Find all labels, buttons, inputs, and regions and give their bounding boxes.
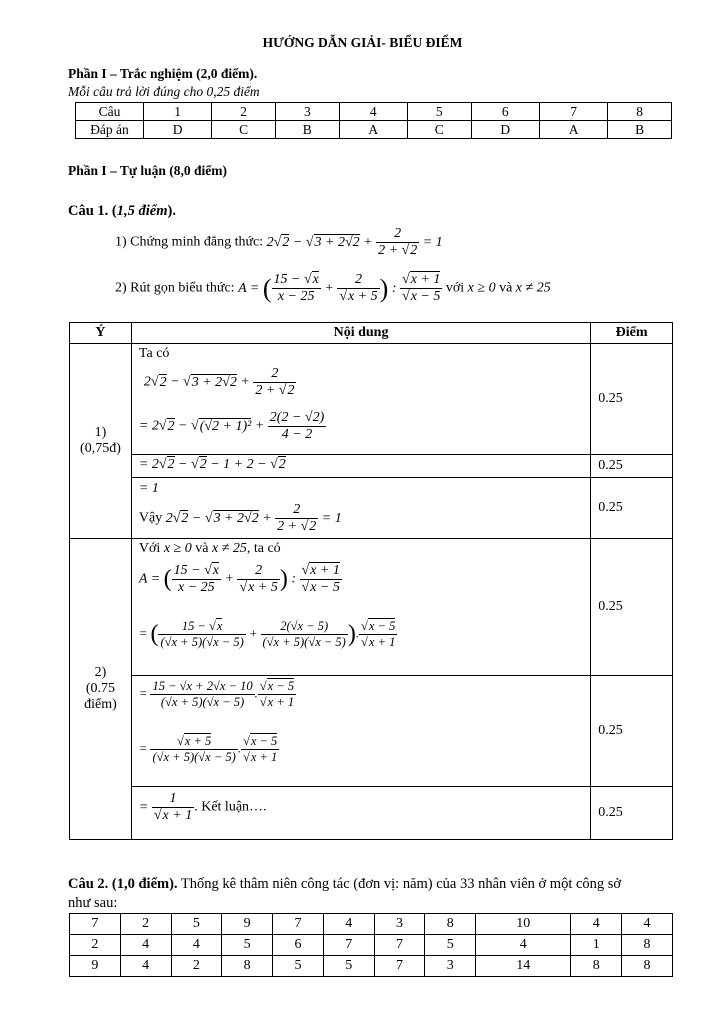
q1-item1-formula: 2√2 − √3 + 2√2 + $\frac{2}{2 + √2}$ = 1 (266, 226, 443, 258)
answer-table-question: 7 (539, 103, 607, 121)
answer-table-question: 6 (471, 103, 539, 121)
answer-table-answer: A (339, 121, 407, 139)
q1-item2-condition-and: và (499, 280, 513, 296)
part1-label-cell (70, 344, 132, 539)
part2-step3 (131, 787, 590, 840)
va-text: và (195, 541, 209, 556)
q1-heading-label: Câu 1. ( (68, 203, 117, 219)
stats-row (70, 914, 673, 935)
score-value: 0.25 (598, 458, 623, 473)
q1-heading (68, 203, 176, 220)
stats-table (69, 913, 673, 977)
p2-expr3: = $\frac{15 - √x + 2√x - 10}{(√x + 5)(√x - 5)}$ . $\frac{√x - 5}{√x + 1}$ (138, 679, 295, 709)
answer-table-answer: C (212, 121, 276, 139)
p2-expr4: = $\frac{√x + 5}{(√x + 5)(√x - 5)}$ . $\frac{√x - 5}{√x + 1}$ (138, 734, 278, 764)
stats-cell: 3 (374, 914, 425, 935)
q2-heading (68, 876, 621, 893)
part2-step1 (131, 539, 590, 676)
answer-table-answer: C (407, 121, 471, 139)
part1-heading: Phần I – Trắc nghiệm (2,0 điểm). (68, 66, 258, 81)
stats-cell: 4 (120, 956, 171, 977)
stats-cell: 6 (273, 935, 324, 956)
stats-cell: 2 (120, 914, 171, 935)
step2-expr: = 2√2 − √2 − 1 + 2 − √2 (138, 457, 286, 472)
col-header-y: Ý (70, 323, 132, 344)
stats-cell: 4 (622, 914, 673, 935)
score-value: 0.25 (598, 391, 623, 406)
q1-heading-points: 1,5 điểm (116, 203, 168, 219)
stats-cell: 4 (476, 935, 571, 956)
q2-heading-label: Câu 2. (1,0 điểm). (68, 876, 178, 892)
score-cell (591, 455, 673, 478)
part2-points-a: (0.75 (85, 681, 116, 696)
score-cell (591, 344, 673, 455)
stats-cell: 8 (622, 935, 673, 956)
stats-cell: 7 (374, 935, 425, 956)
ket-luan-text: . Kết luận…. (194, 799, 267, 815)
part1-label: 1) (94, 425, 107, 440)
answer-table (75, 102, 672, 139)
score-cell (591, 676, 673, 787)
voi-line: Với x ≥ 0 và x ≠ 25, ta có (138, 541, 281, 556)
col-header-content: Nội dung (131, 323, 590, 344)
step3-expr2: Vậy 2√2 − √3 + 2√2 + $\frac{2}{2 + √2}$ = 1 (138, 502, 342, 534)
stats-cell: 7 (323, 935, 374, 956)
score-cell (591, 478, 673, 539)
part1-points: (0,75đ) (80, 441, 121, 456)
part2-label: 2) (94, 665, 107, 680)
q1-item2-condition-prefix: với (445, 280, 465, 296)
stats-cell: 5 (273, 956, 324, 977)
stats-cell: 3 (425, 956, 476, 977)
stats-row (70, 935, 673, 956)
stats-cell: 5 (425, 935, 476, 956)
part2-heading: Phần I – Tự luận (8,0 điểm) (68, 163, 228, 178)
stats-cell: 5 (323, 956, 374, 977)
q1-item2 (115, 272, 551, 305)
step1-expr2: = 2√2 − √(√2 + 1)² + $\frac{2(2 - √2)}{4 - 2}$ (138, 410, 325, 442)
score-value: 0.25 (598, 599, 623, 614)
voi-text: Với (138, 541, 161, 556)
answer-table-question: 2 (212, 103, 276, 121)
stats-cell: 8 (222, 956, 273, 977)
stats-cell: 8 (425, 914, 476, 935)
score-value: 0.25 (598, 500, 623, 515)
q2-heading-cont: như sau: (68, 895, 118, 911)
p2-expr1: A = ( $\frac{15 - √x}{x - 25}$ + $\frac{2}{√x + 5}$ ) : $\frac{√x + 1}{√x - 5}$ (138, 563, 340, 595)
stats-cell: 5 (222, 935, 273, 956)
part2-points-b: điểm) (84, 697, 117, 712)
q1-item1 (115, 226, 443, 259)
part1-step3 (131, 478, 590, 539)
q1-item2-text: 2) Rút gọn biểu thức: (115, 280, 235, 296)
part2-step2 (131, 676, 590, 787)
stats-cell: 14 (476, 956, 571, 977)
q1-heading-end: ). (167, 203, 176, 219)
answer-table-question: 5 (407, 103, 471, 121)
answer-table-answer: D (471, 121, 539, 139)
score-cell (591, 787, 673, 840)
part2-label-cell (70, 539, 132, 840)
answer-table-question: 1 (144, 103, 212, 121)
q1-item2-formula: A = ( $\frac{15 - √x}{x - 25}$ + $\frac{2}{√x + 5}$ ) : $\frac{√x + 1}{√x - 5}$ (238, 272, 441, 304)
stats-cell: 10 (476, 914, 571, 935)
stats-cell: 4 (120, 935, 171, 956)
stats-cell: 2 (171, 956, 222, 977)
stats-cell: 7 (70, 914, 121, 935)
score-value: 0.25 (598, 805, 623, 820)
p2-expr5: = $\frac{1}{√x + 1}$ . Kết luận…. (138, 791, 267, 823)
stats-cell: 4 (323, 914, 374, 935)
score-value: 0.25 (598, 723, 623, 738)
stats-cell: 5 (171, 914, 222, 935)
q2-heading-text: Thống kê thâm niên công tác (đơn vị: năm) của 33 nhân viên ở một công sở (177, 876, 622, 892)
stats-cell: 7 (273, 914, 324, 935)
q1-item2-condition-1: x ≥ 0 (467, 280, 496, 296)
stats-row (70, 956, 673, 977)
stats-cell: 4 (571, 914, 622, 935)
solution-table (69, 322, 673, 840)
stats-cell: 9 (70, 956, 121, 977)
part1-step2 (131, 455, 590, 478)
p2-expr2: = ( $\frac{15 - √x}{(√x + 5)(√x - 5)}$ + $\frac{2(√x - 5)}{(√x + 5)(√x - 5)}$ ). $\frac{√x - 5}{√x + 1}$ (138, 619, 396, 649)
step3-expr1: = 1 (138, 481, 159, 496)
answer-table-answer: B (275, 121, 339, 139)
stats-cell: 9 (222, 914, 273, 935)
stats-cell: 2 (70, 935, 121, 956)
part1-note: Mỗi câu trả lời đúng cho 0,25 điểm (68, 84, 260, 99)
score-cell (591, 539, 673, 676)
stats-cell: 1 (571, 935, 622, 956)
step1-expr1: 2√2 − √3 + 2√2 + $\frac{2}{2 + √2}$ (143, 366, 295, 398)
page-title: HƯỚNG DẪN GIẢI- BIỂU ĐIỂM (262, 35, 463, 50)
col-header-score: Điểm (591, 323, 673, 344)
stats-cell: 8 (571, 956, 622, 977)
answer-table-row2-label: Đáp án (76, 121, 144, 139)
q1-item2-condition-2: x ≠ 25 (515, 280, 551, 296)
stats-cell: 8 (622, 956, 673, 977)
q1-item1-text: 1) Chứng minh đẳng thức: (115, 234, 264, 250)
stats-cell: 4 (171, 935, 222, 956)
vay-text: Vậy (138, 510, 163, 526)
ta-co-suffix: , ta có (246, 541, 281, 556)
answer-table-answer: B (608, 121, 672, 139)
answer-table-question: 3 (275, 103, 339, 121)
answer-table-answer: A (539, 121, 607, 139)
part1-step1 (131, 344, 590, 455)
ta-co-text: Ta có (138, 346, 170, 361)
stats-cell: 7 (374, 956, 425, 977)
answer-table-row1-label: Câu (76, 103, 144, 121)
answer-table-answer: D (144, 121, 212, 139)
answer-table-question: 4 (339, 103, 407, 121)
answer-table-question: 8 (608, 103, 672, 121)
